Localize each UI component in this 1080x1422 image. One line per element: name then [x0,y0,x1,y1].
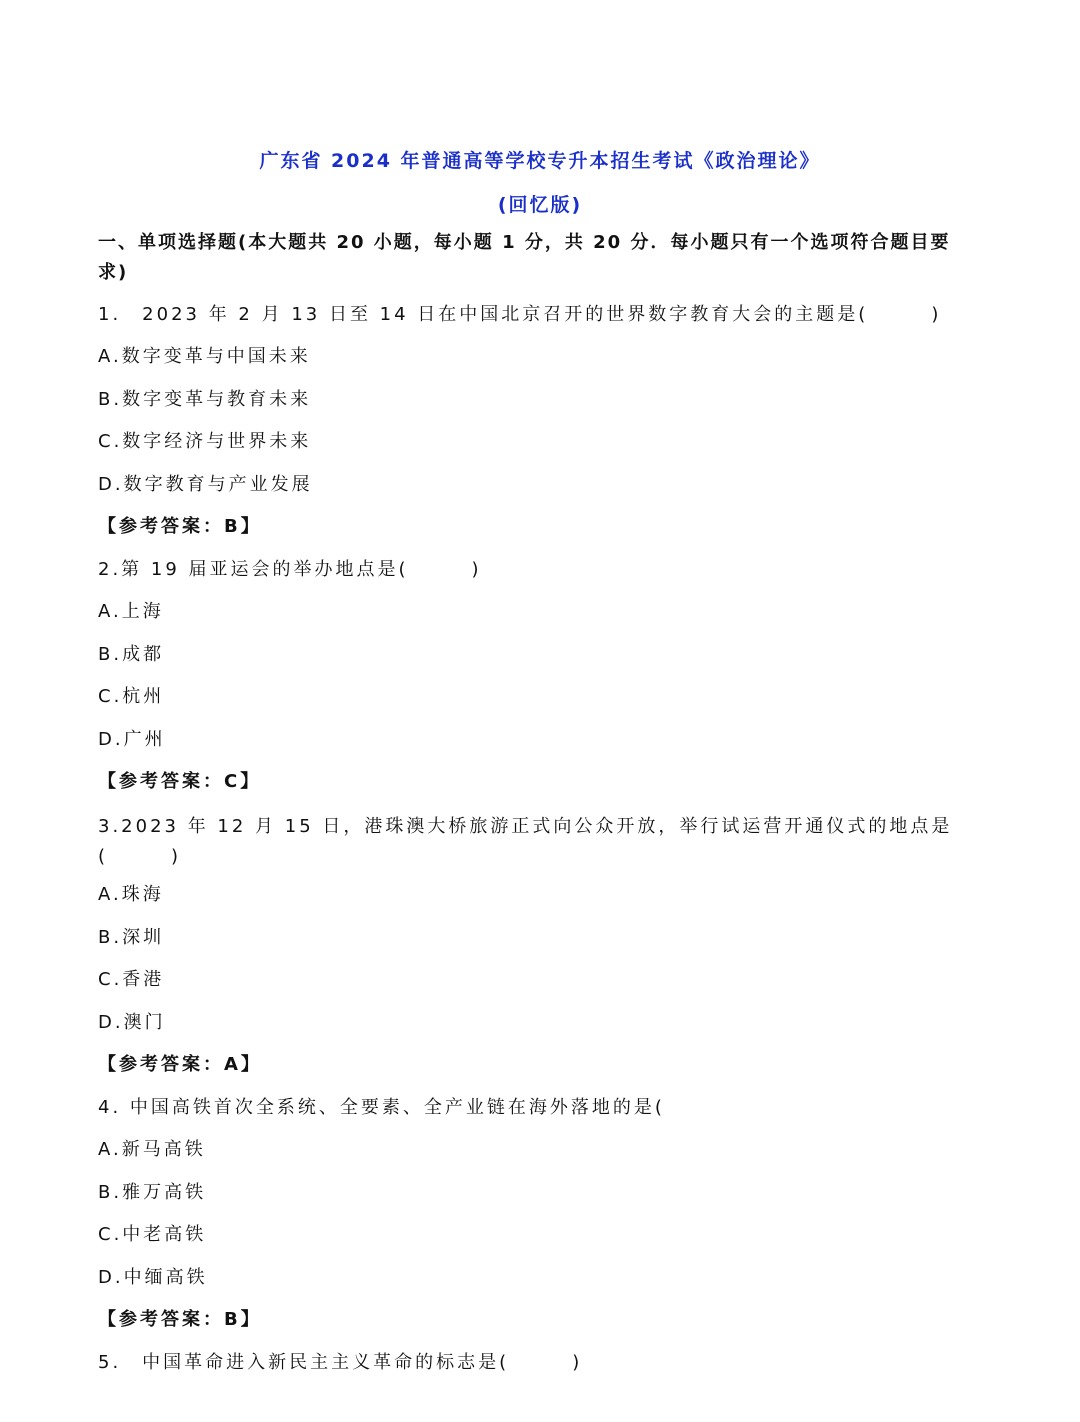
option: A.珠海 [98,884,164,905]
answer-key: 【参考答案：B】 [98,516,262,537]
option: D.数字教育与产业发展 [98,474,313,495]
option: A.数字变革与中国未来 [98,346,311,367]
answer-key: 【参考答案：B】 [98,1309,262,1330]
option: A.新马高铁 [98,1139,206,1160]
option: A.上海 [98,601,164,622]
option: C.杭州 [98,686,165,707]
question-stem: 1. 2023 年 2 月 13 日至 14 日在中国北京召开的世界数字教育大会的主题是( ) [98,304,942,325]
question-stem: 2.第 19 届亚运会的举办地点是( ) [98,559,482,580]
option: C.香港 [98,969,165,990]
question-stem: 3.2023 年 12 月 15 日，港珠澳大桥旅游正式向公众开放，举行试运营开通仪式的地点是( ) [98,816,953,867]
option: D.广州 [98,729,166,750]
page-title: 广东省 2024 年普通高等学校专升本招生考试《政治理论》 [259,150,821,172]
question-stem: 4. 中国高铁首次全系统、全要素、全产业链在海外落地的是( [98,1097,665,1118]
option: B.深圳 [98,927,165,948]
section-heading: 一、单项选择题(本大题共 20 小题，每小题 1 分，共 20 分．每小题只有一个选项符合题目要求) [98,232,951,283]
option: C.中老高铁 [98,1224,207,1245]
option: D.澳门 [98,1012,166,1033]
option: D.中缅高铁 [98,1267,208,1288]
answer-key: 【参考答案：C】 [98,771,262,792]
option: C.数字经济与世界未来 [98,431,312,452]
answer-key: 【参考答案：A】 [98,1054,262,1075]
option: B.数字变革与教育未来 [98,389,312,410]
option: B.成都 [98,644,165,665]
question-stem: 5. 中国革命进入新民主主义革命的标志是( ) [98,1352,583,1373]
option: B.雅万高铁 [98,1182,207,1203]
page-subtitle: (回忆版) [497,194,583,216]
